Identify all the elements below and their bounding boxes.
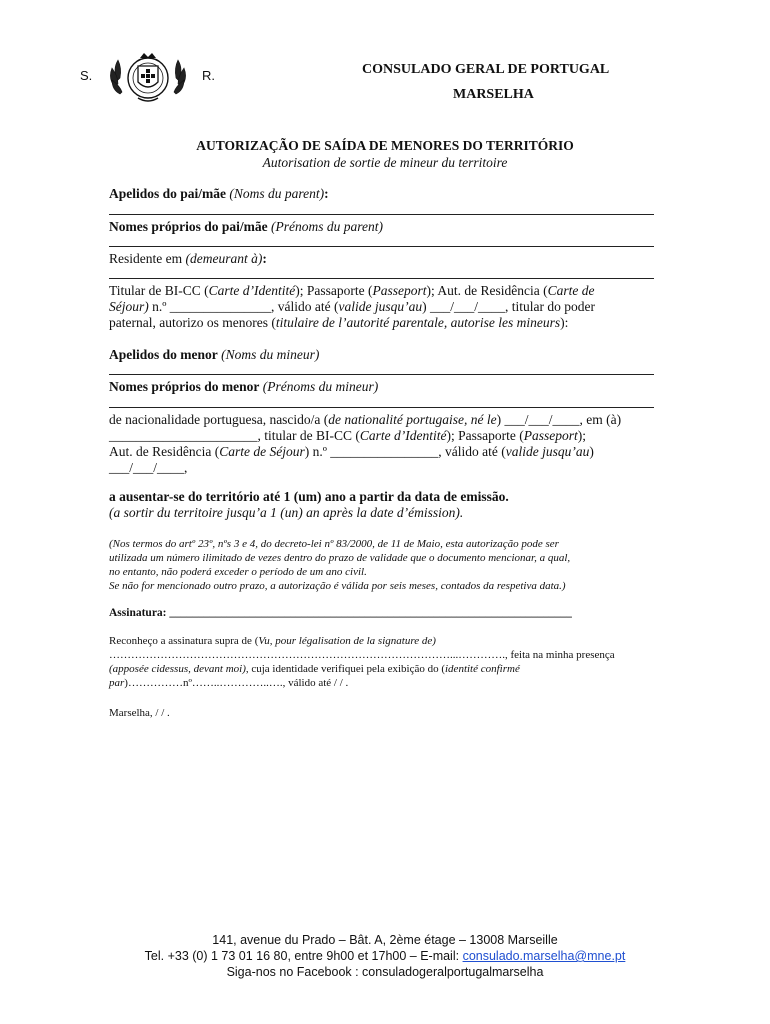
residence-label: Residente em (demeurant à):: [109, 251, 267, 266]
recognition-line-4: par)……………nº……..…………..…., válido até / / .: [109, 677, 349, 689]
footer-facebook: Siga-nos no Facebook : consuladogeralportugalmarselha: [226, 965, 544, 979]
parent-id-line-2: Séjour) n.º _______________, válido até (valide jusqu’au) ___/___/____, titular do poder: [109, 299, 596, 314]
minor-nationality-line-3: Aut. de Residência (Carte de Séjour) n.º ________________, válido até (valide jusqu’au): [109, 444, 594, 459]
parent-given-names-field[interactable]: [109, 246, 654, 247]
form-title: AUTORIZAÇÃO DE SAÍDA DE MENORES DO TERRITÓRIO: [196, 138, 574, 153]
recognition-line-3: (apposée cidessus, devant moi), cuja identidade verifiquei pela exibição do (identité confirmé: [109, 663, 520, 675]
footer-address: 141, avenue du Prado – Bât. A, 2ème étage – 13008 Marseille: [212, 933, 558, 947]
signature-underline: ______________________________________________________________________: [169, 607, 572, 619]
header-left-letter: S.: [80, 68, 93, 83]
authorization-statement-fr: (a sortir du territoire jusqu’a 1 (un) an après la date d’émission).: [109, 505, 464, 520]
authorization-statement: a ausentar-se do território até 1 (um) ano a partir da data de emissão.: [109, 489, 509, 504]
minor-nationality-line-4: ___/___/____,: [109, 460, 188, 475]
parent-id-line-3: paternal, autorizo os menores (titulaire de l’autorité parentale, autorise les mineurs):: [109, 315, 569, 330]
legal-note-line-3: no entanto, não poderá exceder o período de um ano civil.: [109, 566, 367, 578]
signature-line[interactable]: [109, 606, 572, 620]
legal-note-line-1: (Nos termos do artº 23º, nºs 3 e 4, do decreto-lei nº 83/2000, de 11 de Maio, esta autorização pode ser: [109, 538, 559, 550]
consulate-city: MARSELHA: [453, 87, 534, 102]
parent-surname-field[interactable]: [109, 214, 654, 215]
footer-contact: Tel. +33 (0) 1 73 01 16 80, entre 9h00 et 17h00 – E-mail: consulado.marselha@mne.pt: [144, 949, 626, 963]
parent-surname-label: Apelidos do pai/mãe (Noms du parent):: [109, 186, 329, 201]
consulate-name: CONSULADO GERAL DE PORTUGAL: [362, 62, 610, 77]
recognition-line-2: …………………………………………………………………………………...…………., feita na minha presença: [109, 649, 615, 661]
minor-given-names-field[interactable]: [109, 407, 654, 408]
minor-nationality-line-1: de nacionalidade portuguesa, nascido/a (de nationalité portugaise, né le) ___/___/____, em (à): [109, 412, 622, 427]
residence-field[interactable]: [109, 278, 654, 279]
parent-given-names-label: Nomes próprios do pai/mãe (Prénoms du parent): [109, 219, 383, 234]
form-subtitle: Autorisation de sortie de mineur du territoire: [262, 155, 508, 170]
email-link[interactable]: consulado.marselha@mne.pt: [462, 949, 626, 963]
signature-label: Assinatura:: [109, 607, 170, 619]
place-and-date: Marselha, / / .: [109, 707, 170, 719]
parent-id-line-1: Titular de BI-CC (Carte d’Identité); Passaporte (Passeport); Aut. de Residência (Carte de: [109, 283, 595, 298]
minor-surname-label: Apelidos do menor (Noms du mineur): [109, 347, 320, 362]
minor-given-names-label: Nomes próprios do menor (Prénoms du mineur): [109, 379, 379, 394]
minor-nationality-line-2: ______________________, titular de BI-CC (Carte d’Identité); Passaporte (Passeport);: [109, 428, 586, 443]
header-right-letter: R.: [202, 68, 215, 83]
legal-note-line-2: utilizada um número ilimitado de vezes dentro do prazo de validade que o documento mencionar, a qual,: [109, 552, 571, 564]
recognition-line-1: Reconheço a assinatura supra de (Vu, pour légalisation de la signature de): [109, 635, 436, 647]
coat-of-arms-emblem: [108, 50, 188, 106]
legal-note-line-4: Se não for mencionado outro prazo, a autorização é válida por seis meses, contados da respetiva data.): [109, 580, 566, 592]
minor-surname-field[interactable]: [109, 374, 654, 375]
